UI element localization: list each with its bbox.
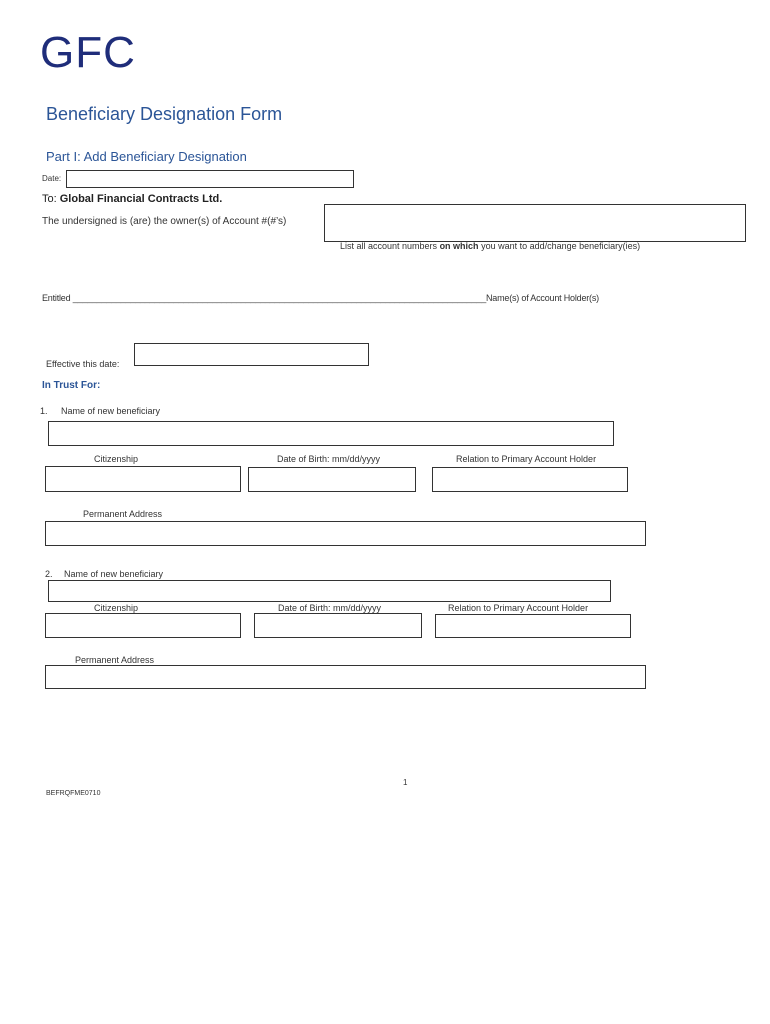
account-note-before: List all account numbers bbox=[340, 241, 440, 251]
beneficiary-2-number: 2. bbox=[45, 569, 53, 579]
beneficiary-2-name-label: Name of new beneficiary bbox=[64, 569, 164, 579]
beneficiary-1-relation-label: Relation to Primary Account Holder bbox=[456, 454, 597, 464]
beneficiary-2-address-label: Permanent Address bbox=[75, 655, 155, 665]
entitled-suffix: Name(s) of Account Holder(s) bbox=[486, 293, 599, 303]
beneficiary-1-number: 1. bbox=[40, 406, 48, 416]
account-note-bold: on which bbox=[439, 241, 479, 251]
beneficiary-1-name-field[interactable] bbox=[48, 421, 614, 446]
beneficiary-2-dob-label: Date of Birth: mm/dd/yyyy bbox=[278, 603, 382, 613]
company-name: Global Financial Contracts Ltd. bbox=[59, 193, 223, 205]
page-number: 1 bbox=[403, 778, 408, 787]
beneficiary-1-dob-label: Date of Birth: mm/dd/yyyy bbox=[277, 454, 381, 464]
owner-statement: The undersigned is (are) the owner(s) of Account #(#’s) bbox=[42, 216, 287, 227]
beneficiary-2-address-field[interactable] bbox=[45, 665, 646, 689]
beneficiary-2-citizenship-label: Citizenship bbox=[94, 603, 139, 613]
part-title: Part I: Add Beneficiary Designation bbox=[46, 149, 247, 164]
account-note-after: you want to add/change beneficiary(ies) bbox=[478, 241, 641, 251]
to-line bbox=[42, 193, 222, 205]
beneficiary-1-relation-field[interactable] bbox=[432, 467, 628, 492]
effective-date-field[interactable] bbox=[134, 343, 369, 366]
beneficiary-1-address-label: Permanent Address bbox=[83, 509, 163, 519]
effective-label: Effective this date: bbox=[46, 359, 120, 369]
beneficiary-1-citizenship-label: Citizenship bbox=[94, 454, 139, 464]
in-trust-for: In Trust For: bbox=[42, 380, 101, 391]
page-title: Beneficiary Designation Form bbox=[46, 104, 283, 124]
beneficiary-1-name-label: Name of new beneficiary bbox=[61, 406, 161, 416]
account-note bbox=[340, 241, 640, 251]
beneficiary-2-relation-field[interactable] bbox=[435, 614, 631, 638]
beneficiary-2-name-field[interactable] bbox=[48, 580, 611, 602]
entitled-blank[interactable]: ______________________________________________________________________________________ bbox=[72, 293, 486, 303]
account-numbers-field[interactable] bbox=[324, 204, 746, 242]
date-field[interactable] bbox=[66, 170, 354, 188]
form-code: BEFRQFME0710 bbox=[46, 790, 101, 797]
entitled-line[interactable] bbox=[42, 293, 599, 303]
beneficiary-2-dob-field[interactable] bbox=[254, 613, 422, 638]
beneficiary-2-relation-label: Relation to Primary Account Holder bbox=[448, 603, 589, 613]
entitled-label: Entitled bbox=[42, 293, 71, 303]
to-prefix: To: bbox=[42, 193, 57, 205]
beneficiary-1-dob-field[interactable] bbox=[248, 467, 416, 492]
beneficiary-1-citizenship-field[interactable] bbox=[45, 466, 241, 492]
beneficiary-1-address-field[interactable] bbox=[45, 521, 646, 546]
gfc-logo: GFC bbox=[40, 28, 136, 77]
date-label: Date: bbox=[42, 174, 62, 183]
beneficiary-2-citizenship-field[interactable] bbox=[45, 613, 241, 638]
